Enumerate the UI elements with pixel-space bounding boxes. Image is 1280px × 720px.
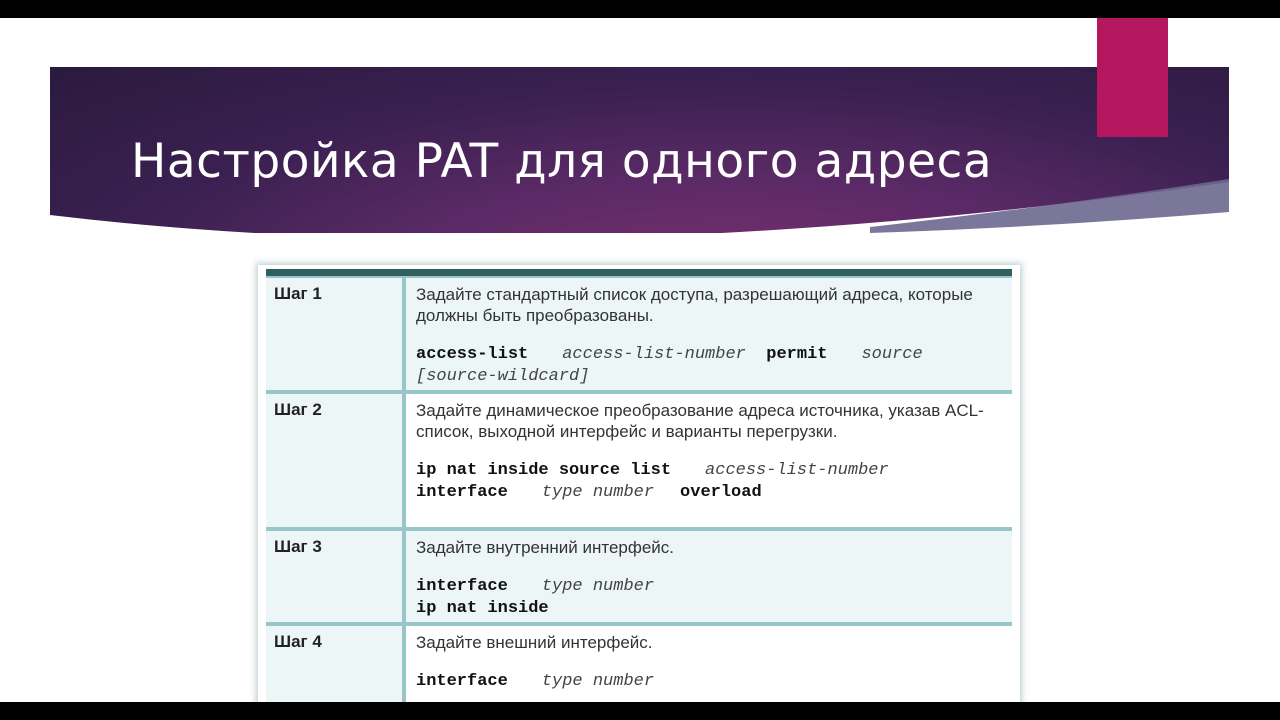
command-keyword: access-list [416, 345, 529, 364]
step-label: Шаг 2 [266, 394, 402, 527]
command-argument: access-list-number [705, 461, 889, 480]
table-row [266, 278, 1012, 390]
command-argument: type number [541, 577, 655, 596]
command-argument: type number [541, 483, 655, 502]
step-label: Шаг 1 [266, 278, 402, 390]
step-content [406, 278, 1012, 390]
step-description: Задайте внутренний интерфейс. [416, 538, 675, 557]
step-description: Задайте динамическое преобразование адреса источника, указав ACL-список, выходной интерфейс и варианты перегрузки. [416, 401, 984, 441]
step-label: Шаг 3 [266, 531, 402, 622]
table-row [266, 394, 1012, 527]
step-content [406, 394, 1012, 527]
table-row [266, 626, 1012, 702]
table-header-bar [266, 269, 1012, 276]
command-syntax [416, 344, 1012, 388]
slide [0, 18, 1280, 702]
table-row [266, 531, 1012, 622]
config-steps-table [258, 265, 1020, 702]
command-argument: [source-wildcard] [416, 367, 590, 386]
command-argument: source [861, 345, 923, 364]
step-content [406, 626, 1012, 702]
accent-block [1097, 18, 1168, 137]
slide-title: Настройка PAT для одного адреса [131, 134, 993, 189]
step-label: Шаг 4 [266, 626, 402, 702]
command-syntax [416, 460, 1012, 504]
command-keyword: permit [766, 345, 828, 364]
command-keyword: interface [416, 577, 508, 596]
command-syntax [416, 671, 1012, 693]
step-description: Задайте внешний интерфейс. [416, 633, 653, 652]
step-description: Задайте стандартный список доступа, разрешающий адреса, которые должны быть преобразованы. [416, 285, 973, 325]
command-keyword: ip nat inside source list [416, 461, 672, 480]
command-syntax [416, 576, 1012, 620]
command-keyword: interface [416, 483, 508, 502]
command-argument: access-list-number [562, 345, 746, 364]
command-keyword: interface [416, 672, 508, 691]
step-content [406, 531, 1012, 622]
command-argument: type number [541, 672, 655, 691]
command-keyword: ip nat inside [416, 599, 549, 618]
table-body [266, 276, 1012, 702]
command-keyword: overload [680, 483, 762, 502]
